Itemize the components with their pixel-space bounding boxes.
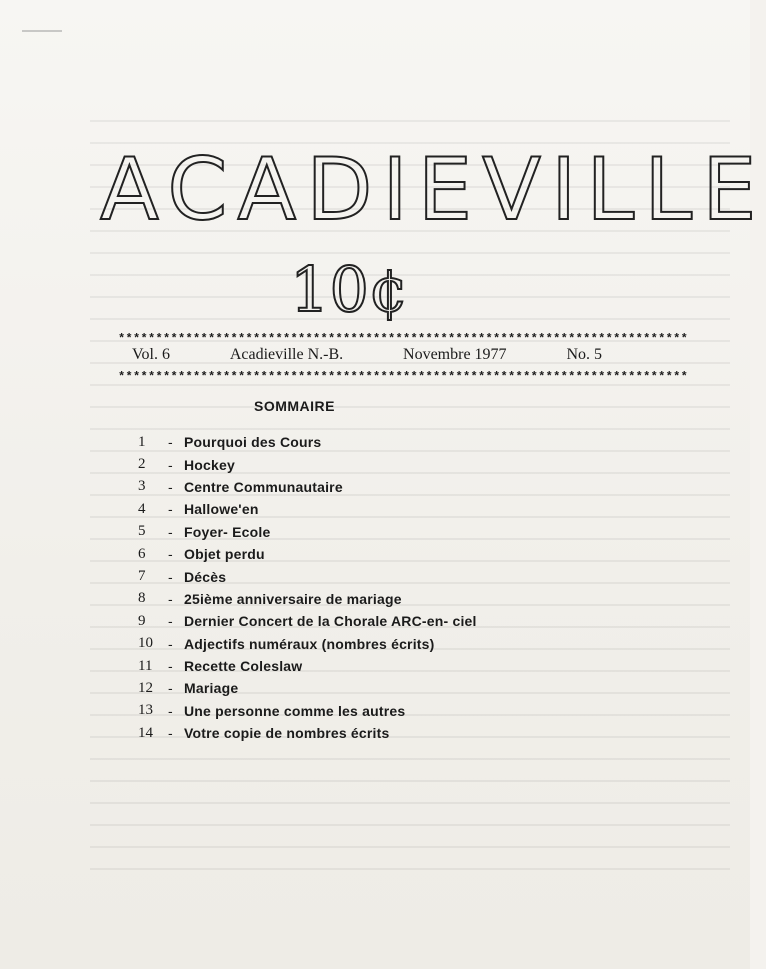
- toc-item-separator: -: [168, 590, 173, 607]
- toc-item-number: 2: [138, 456, 146, 473]
- toc-item: [138, 633, 598, 655]
- toc-item-separator: -: [168, 725, 173, 742]
- toc-item-number: 10: [138, 635, 153, 652]
- toc-item: [138, 543, 598, 565]
- toc-item: [138, 565, 598, 587]
- toc-item-number: 11: [138, 657, 153, 674]
- stars-divider-top: ****************************************************************************: [118, 332, 689, 346]
- toc-item-label: Recette Coleslaw: [184, 658, 303, 675]
- toc-item-label: Adjectifs numéraux (nombres écrits): [184, 635, 435, 652]
- toc-item-label: Pourquoi des Cours: [184, 434, 322, 451]
- toc-item-label: Hallowe'en: [184, 501, 259, 518]
- masthead-title: ACADIEVILLE: [100, 140, 766, 240]
- toc-item: [138, 677, 598, 699]
- toc-item: [138, 431, 598, 453]
- toc-item-label: Centre Communautaire: [184, 478, 343, 495]
- toc-item-number: 9: [138, 612, 146, 629]
- issue-date: Novembre 1977: [403, 346, 507, 363]
- toc-item: [138, 722, 598, 744]
- toc-item-number: 7: [138, 568, 146, 585]
- toc-item-number: 3: [138, 478, 146, 495]
- toc-item: [138, 700, 598, 722]
- toc-item: [138, 498, 598, 520]
- toc-item-number: 6: [138, 545, 146, 562]
- toc-item: [138, 610, 598, 632]
- toc-item-label: Décès: [184, 568, 227, 585]
- toc-item: [138, 655, 598, 677]
- toc-item-number: 12: [138, 679, 153, 696]
- toc-item-separator: -: [168, 568, 173, 585]
- toc-item-number: 4: [138, 500, 146, 517]
- toc-item: [138, 588, 598, 610]
- toc-item-separator: -: [168, 635, 173, 652]
- sommaire-title: SOMMAIRE: [254, 398, 335, 414]
- toc-item-separator: -: [168, 501, 173, 518]
- issue-info: [132, 344, 602, 366]
- issue-volume: Vol. 6: [132, 346, 170, 363]
- toc-item-label: Mariage: [184, 680, 239, 697]
- toc-item-label: Votre copie de nombres écrits: [184, 725, 390, 742]
- toc-item-separator: -: [168, 478, 173, 495]
- toc-item-label: 25ième anniversaire de mariage: [184, 590, 402, 607]
- toc-item-label: Foyer- Ecole: [184, 523, 271, 540]
- toc-item-number: 5: [138, 523, 146, 540]
- toc-item-label: Une personne comme les autres: [184, 702, 406, 719]
- stars-divider-bottom: ****************************************************************************: [118, 370, 689, 384]
- toc-item: [138, 476, 598, 498]
- toc-item-label: Objet perdu: [184, 546, 265, 563]
- toc-item-separator: -: [168, 434, 173, 451]
- toc-item-number: 8: [138, 590, 146, 607]
- toc-item-separator: -: [168, 680, 173, 697]
- table-of-contents: [138, 431, 598, 744]
- masthead: [100, 140, 766, 250]
- toc-item-label: Dernier Concert de la Chorale ARC-en- ciel: [184, 613, 477, 630]
- toc-item-separator: -: [168, 546, 173, 563]
- toc-item-label: Hockey: [184, 456, 236, 473]
- toc-item-number: 13: [138, 702, 153, 719]
- toc-item-separator: -: [168, 613, 173, 630]
- issue-place: Acadieville N.-B.: [229, 346, 344, 363]
- toc-item-separator: -: [168, 523, 173, 540]
- issue-number: No. 5: [566, 346, 602, 363]
- toc-item-separator: -: [168, 702, 173, 719]
- toc-item-separator: -: [168, 456, 173, 473]
- toc-item-number: 14: [138, 724, 153, 741]
- toc-item: [138, 453, 598, 475]
- toc-item-number: 1: [138, 433, 146, 450]
- toc-item: [138, 521, 598, 543]
- masthead-price: 10¢: [290, 253, 409, 326]
- corner-mark: [22, 30, 62, 32]
- toc-item-separator: -: [168, 658, 173, 675]
